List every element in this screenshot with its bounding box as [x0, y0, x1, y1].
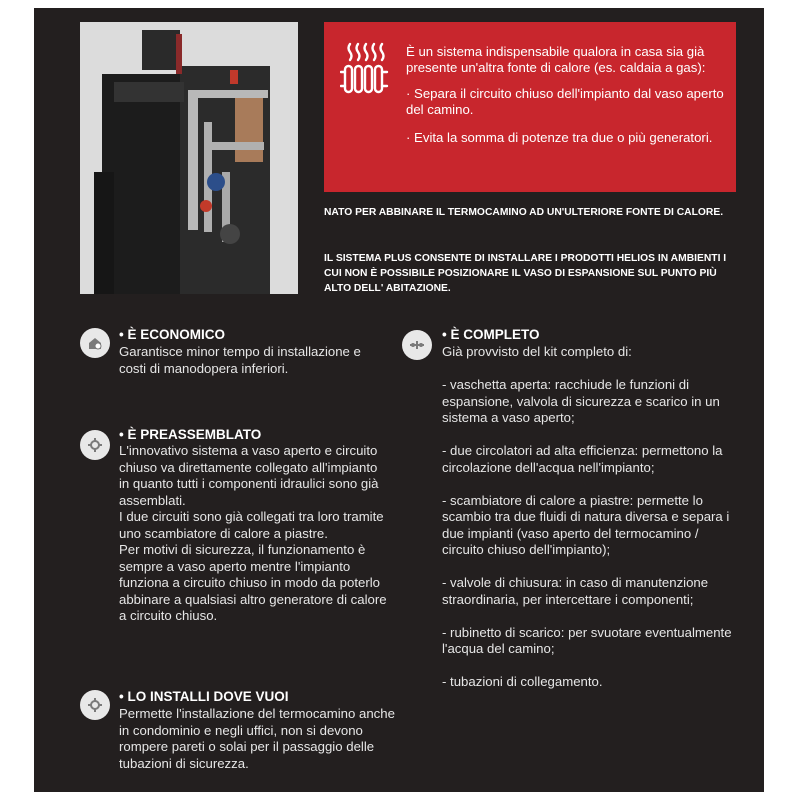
feature-title-preassemblato: • È PREASSEMBLATO — [119, 427, 262, 442]
settings-icon — [86, 696, 104, 714]
highlight-statement-2: IL SISTEMA PLUS CONSENTE DI INSTALLARE I PRODOTTI HELIOS IN AMBIENTI I CUI NON È POSSIBILE POSIZIONARE IL VASO DI ESPANSIONE SUL PUNTO PIÙ ALTO DELL' ABITAZIONE. — [324, 253, 727, 294]
kit-intro: Già provvisto del kit completo di: — [442, 344, 632, 359]
kit-item: - due circolatori ad alta efficienza: permettono la circolazione dell'acqua nell'impianto; — [442, 443, 723, 475]
install-anywhere-icon — [80, 690, 110, 720]
radiator-heat-icon — [340, 38, 390, 98]
feature-body-economico — [119, 344, 389, 377]
pipe-connector-icon — [408, 336, 426, 354]
kit-item: - rubinetto di scarico: per svuotare eventualmente l'acqua del camino; — [442, 624, 732, 656]
feature-body-installi — [119, 706, 395, 772]
info-box-text — [406, 44, 726, 158]
info-intro: È un sistema indispensabile qualora in casa sia già presente un'altra fonte di calore (es. caldaia a gas): — [406, 44, 706, 75]
info-bullet: · Evita la somma di potenze tra due o più generatori. — [406, 130, 713, 145]
feature-text: Per motivi di sicurezza, il funzionamento è sempre a vaso aperto mentre l'impianto funziona a circuito chiuso in modo da poterlo abbinare a qualsiasi altro generatore di calore a circuito chiuso. — [119, 542, 387, 623]
kit-item: - scambiatore di calore a piastre: permette lo scambio tra due fluidi di natura diversa e separa i due impianti (vaso aperto del termocamino / circuito chiuso dell'impianto); — [442, 492, 730, 557]
complete-icon — [402, 330, 432, 360]
economic-icon — [80, 328, 110, 358]
feature-title-economico: • È ECONOMICO — [119, 327, 225, 342]
gear-icon — [86, 436, 104, 454]
highlight-statement-1: NATO PER ABBINARE IL TERMOCAMINO AD UN'ULTERIORE FONTE DI CALORE. — [324, 207, 724, 218]
feature-text: Garantisce minor tempo di installazione e costi di manodopera inferiori. — [119, 344, 361, 376]
kit-item: - valvole di chiusura: in caso di manutenzione straordinaria, per intercettare i componenti; — [442, 575, 709, 607]
kit-item: - tubazioni di collegamento. — [442, 674, 603, 689]
feature-text: I due circuiti sono già collegati tra loro tramite uno scambiatore di calore a piastre. — [119, 509, 384, 541]
feature-title-installi: • LO INSTALLI DOVE VUOI — [119, 689, 289, 704]
feature-title-completo: • È COMPLETO — [442, 327, 540, 342]
feature-body-preassemblato — [119, 443, 391, 625]
preassembled-icon — [80, 430, 110, 460]
feature-text: Permette l'installazione del termocamino anche in condominio e negli uffici, non si devono rompere pareti o solai per il passaggio delle tubazioni di sicurezza. — [119, 706, 395, 771]
boiler-kit-illustration — [80, 22, 298, 294]
feature-text: L'innovativo sistema a vaso aperto e circuito chiuso va direttamente collegato all'impianto in quanto tutti i componenti idraulici sono già assemblati. — [119, 443, 379, 508]
kit-item: - vaschetta aperta: racchiude le funzioni di espansione, valvola di sicurezza e scarico in un sistema a vaso aperto; — [442, 377, 720, 425]
product-photo — [80, 22, 298, 294]
info-box — [324, 22, 736, 192]
house-coin-icon — [86, 334, 104, 352]
info-bullet: · Separa il circuito chiuso dell'impianto dal vaso aperto del camino. — [406, 86, 724, 117]
feature-body-completo — [442, 344, 734, 707]
